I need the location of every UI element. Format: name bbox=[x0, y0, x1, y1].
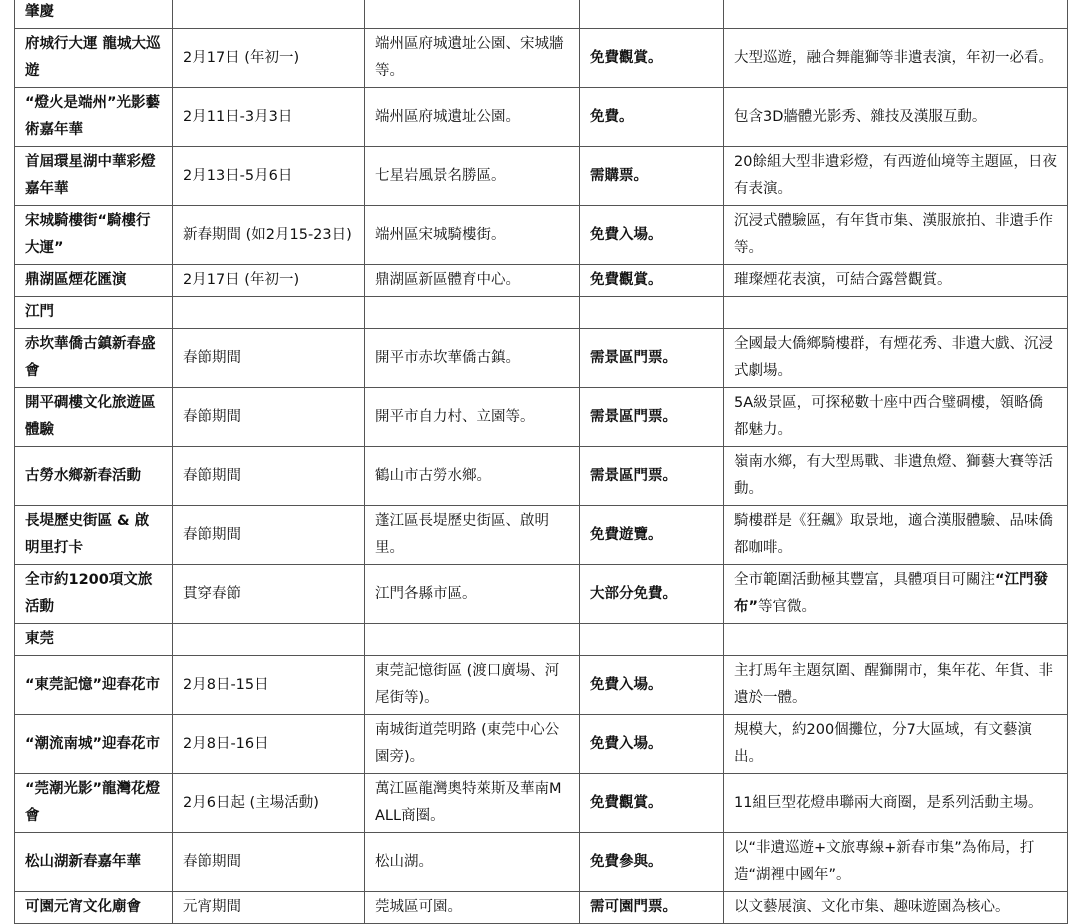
table-row bbox=[15, 506, 1068, 565]
event-location: 開平市自力村、立園等。 bbox=[365, 388, 580, 447]
event-date: 2月13日-5月6日 bbox=[173, 147, 365, 206]
event-date: 2月6日起 (主場活動) bbox=[173, 774, 365, 833]
event-name: 開平碉樓文化旅遊區體驗 bbox=[15, 388, 173, 447]
event-name: 松山湖新春嘉年華 bbox=[15, 833, 173, 892]
event-name: “潮流南城”迎春花市 bbox=[15, 715, 173, 774]
event-location: 南城街道莞明路 (東莞中心公園旁)。 bbox=[365, 715, 580, 774]
event-description: 11組巨型花燈串聯兩大商圈，是系列活動主場。 bbox=[724, 774, 1068, 833]
region-row-jiangmen bbox=[15, 297, 1068, 329]
event-fee: 大部分免費。 bbox=[580, 565, 724, 624]
event-date: 2月17日 (年初一) bbox=[173, 29, 365, 88]
event-name: 鼎湖區煙花匯演 bbox=[15, 265, 173, 297]
event-fee: 免費觀賞。 bbox=[580, 774, 724, 833]
table-row bbox=[15, 774, 1068, 833]
event-description bbox=[724, 565, 1068, 624]
event-fee: 免費。 bbox=[580, 88, 724, 147]
event-location: 開平市赤坎華僑古鎮。 bbox=[365, 329, 580, 388]
event-fee: 需景區門票。 bbox=[580, 447, 724, 506]
event-location: 莞城區可園。 bbox=[365, 892, 580, 924]
event-date: 元宵期間 bbox=[173, 892, 365, 924]
event-name: 宋城騎樓街“騎樓行大運” bbox=[15, 206, 173, 265]
table-row bbox=[15, 565, 1068, 624]
event-fee: 免費入場。 bbox=[580, 715, 724, 774]
event-location: 端州區府城遺址公園。 bbox=[365, 88, 580, 147]
table-row bbox=[15, 147, 1068, 206]
region-name: 東莞 bbox=[15, 624, 173, 656]
table-row bbox=[15, 29, 1068, 88]
event-fee: 免費觀賞。 bbox=[580, 265, 724, 297]
event-fee: 需可園門票。 bbox=[580, 892, 724, 924]
event-description: 5A級景區，可探秘數十座中西合璧碉樓，領略僑都魅力。 bbox=[724, 388, 1068, 447]
event-date: 2月8日-15日 bbox=[173, 656, 365, 715]
event-location: 七星岩風景名勝區。 bbox=[365, 147, 580, 206]
table-row bbox=[15, 892, 1068, 924]
event-location: 江門各縣市區。 bbox=[365, 565, 580, 624]
event-fee: 免費觀賞。 bbox=[580, 29, 724, 88]
region-name: 肇慶 bbox=[15, 0, 173, 29]
event-description: 主打馬年主題氛圍、醒獅開市，集年花、年貨、非遺於一體。 bbox=[724, 656, 1068, 715]
event-date: 2月17日 (年初一) bbox=[173, 265, 365, 297]
event-name: “莞潮光影”龍灣花燈會 bbox=[15, 774, 173, 833]
event-description: 璀璨煙花表演，可結合露營觀賞。 bbox=[724, 265, 1068, 297]
desc-text: 全市範圍活動極其豐富，具體項目可關注 bbox=[734, 572, 995, 588]
event-description: 騎樓群是《狂飆》取景地，適合漢服體驗、品味僑都咖啡。 bbox=[724, 506, 1068, 565]
event-name: 全市約1200項文旅活動 bbox=[15, 565, 173, 624]
event-description: 沉浸式體驗區，有年貨市集、漢服旅拍、非遺手作等。 bbox=[724, 206, 1068, 265]
table-row bbox=[15, 447, 1068, 506]
event-description: 包含3D牆體光影秀、雜技及漢服互動。 bbox=[724, 88, 1068, 147]
event-date: 新春期間 (如2月15-23日) bbox=[173, 206, 365, 265]
event-description: 以“非遺巡遊+文旅專線+新春市集”為佈局，打造“湖裡中國年”。 bbox=[724, 833, 1068, 892]
event-name: 古勞水鄉新春活動 bbox=[15, 447, 173, 506]
table-row bbox=[15, 88, 1068, 147]
event-fee: 免費入場。 bbox=[580, 656, 724, 715]
event-location: 鶴山市古勞水鄉。 bbox=[365, 447, 580, 506]
event-date: 春節期間 bbox=[173, 506, 365, 565]
event-location: 萬江區龍灣奧特萊斯及華南MALL商圈。 bbox=[365, 774, 580, 833]
event-location: 端州區府城遺址公園、宋城牆等。 bbox=[365, 29, 580, 88]
table-row bbox=[15, 388, 1068, 447]
event-location: 端州區宋城騎樓街。 bbox=[365, 206, 580, 265]
table-row bbox=[15, 265, 1068, 297]
event-fee: 免費參與。 bbox=[580, 833, 724, 892]
event-location: 松山湖。 bbox=[365, 833, 580, 892]
event-description: 規模大，約200個攤位，分7大區域，有文藝演出。 bbox=[724, 715, 1068, 774]
event-name: “燈火是端州”光影藝術嘉年華 bbox=[15, 88, 173, 147]
event-date: 春節期間 bbox=[173, 833, 365, 892]
event-date: 2月8日-16日 bbox=[173, 715, 365, 774]
table-row bbox=[15, 206, 1068, 265]
event-date: 春節期間 bbox=[173, 329, 365, 388]
event-description: 全國最大僑鄉騎樓群，有煙花秀、非遺大戲、沉浸式劇場。 bbox=[724, 329, 1068, 388]
region-row-zhaoqing bbox=[15, 0, 1068, 29]
table-row bbox=[15, 329, 1068, 388]
event-fee: 免費遊覽。 bbox=[580, 506, 724, 565]
event-fee: 需景區門票。 bbox=[580, 329, 724, 388]
event-fee: 需購票。 bbox=[580, 147, 724, 206]
event-description: 嶺南水鄉，有大型馬戰、非遺魚燈、獅藝大賽等活動。 bbox=[724, 447, 1068, 506]
event-date: 2月11日-3月3日 bbox=[173, 88, 365, 147]
event-date: 春節期間 bbox=[173, 447, 365, 506]
event-location: 鼎湖區新區體育中心。 bbox=[365, 265, 580, 297]
event-fee: 需景區門票。 bbox=[580, 388, 724, 447]
event-date: 春節期間 bbox=[173, 388, 365, 447]
event-description: 以文藝展演、文化市集、趣味遊園為核心。 bbox=[724, 892, 1068, 924]
event-location: 蓬江區長堤歷史街區、啟明里。 bbox=[365, 506, 580, 565]
event-name: 可園元宵文化廟會 bbox=[15, 892, 173, 924]
event-name: 赤坎華僑古鎮新春盛會 bbox=[15, 329, 173, 388]
event-description: 大型巡遊，融合舞龍獅等非遺表演，年初一必看。 bbox=[724, 29, 1068, 88]
event-name: 首屆環星湖中華彩燈嘉年華 bbox=[15, 147, 173, 206]
event-name: “東莞記憶”迎春花市 bbox=[15, 656, 173, 715]
region-name: 江門 bbox=[15, 297, 173, 329]
event-date: 貫穿春節 bbox=[173, 565, 365, 624]
event-name: 府城行大運 龍城大巡遊 bbox=[15, 29, 173, 88]
events-table bbox=[14, 0, 1068, 924]
table-row bbox=[15, 715, 1068, 774]
event-location: 東莞記憶街區 (渡口廣場、河尾街等)。 bbox=[365, 656, 580, 715]
desc-text: 等官微。 bbox=[758, 599, 817, 615]
table-row bbox=[15, 656, 1068, 715]
event-description: 20餘組大型非遺彩燈，有西遊仙境等主題區，日夜有表演。 bbox=[724, 147, 1068, 206]
official-account-name: “江門發布” bbox=[734, 572, 1049, 615]
region-row-dongguan bbox=[15, 624, 1068, 656]
event-fee: 免費入場。 bbox=[580, 206, 724, 265]
event-name: 長堤歷史街區 & 啟明里打卡 bbox=[15, 506, 173, 565]
